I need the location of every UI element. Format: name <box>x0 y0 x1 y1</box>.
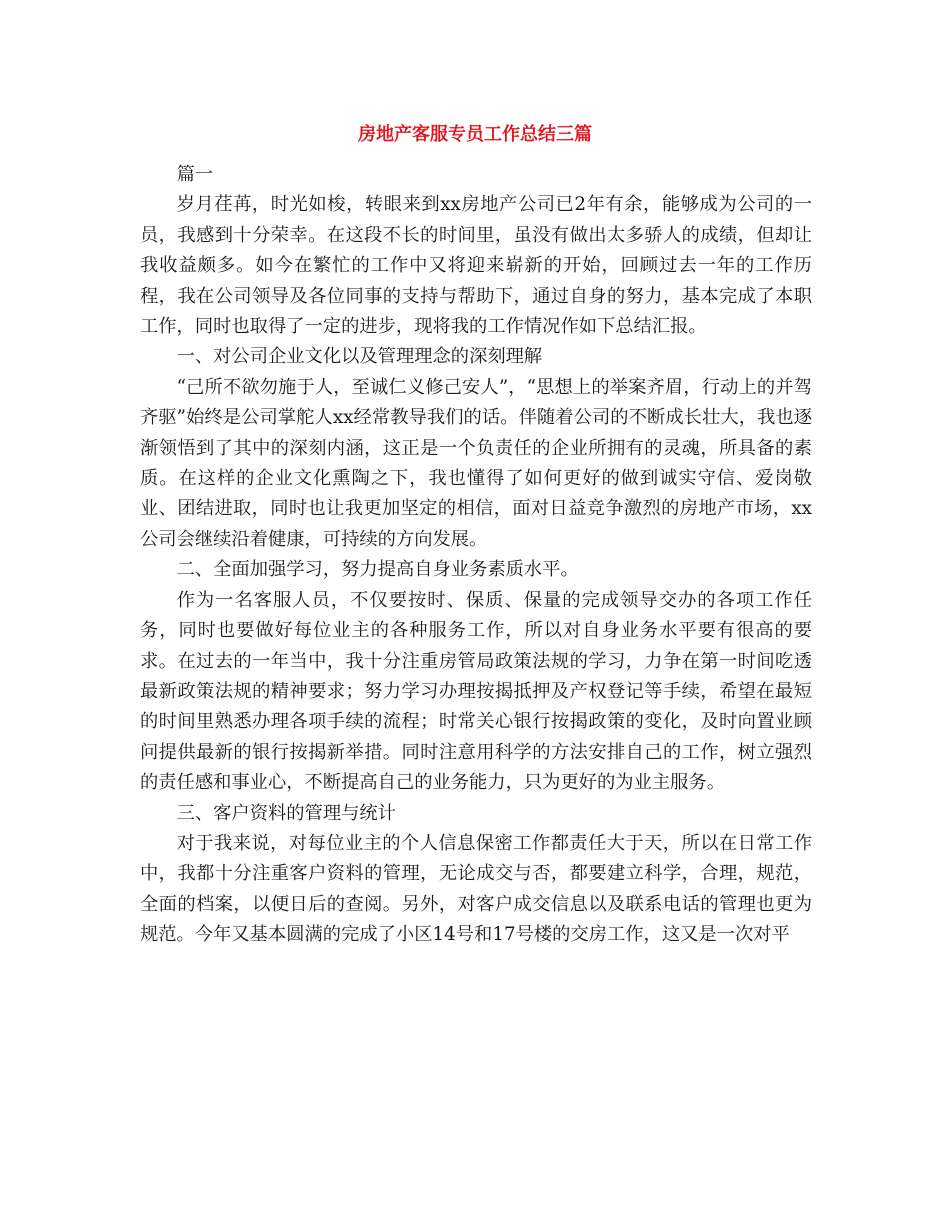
paragraph-records: 对于我来说，对每位业主的个人信息保密工作都责任大于天，所以在日常工作中，我都十分注重客户资料的管理，无论成交与否，都要建立科学，合理，规范，全面的档案，以便日后的查阅。另外，对客户成交信息以及联系电话的管理也更为规范。今年又基本圆满的完成了小区14号和17号楼的交房工作，这又是一次对平 <box>140 832 812 946</box>
paragraph-intro: 岁月荏苒，时光如梭，转眼来到xx房地产公司已2年有余，能够成为公司的一员，我感到十分荣幸。在这段不长的时间里，虽没有做出太多骄人的成绩，但却让我收益颇多。如今在繁忙的工作中又将迎来崭新的开始，回顾过去一年的工作历程，我在公司领导及各位同事的支持与帮助下，通过自身的努力，基本完成了本职工作，同时也取得了一定的进步，现将我的工作情况作如下总结汇报。 <box>140 194 812 338</box>
document-body <box>140 160 812 951</box>
paragraph-culture: “己所不欲勿施于人，至诚仁义修己安人”，“思想上的举案齐眉，行动上的并驾齐驱”始终是公司掌舵人xx经常教导我们的话。伴随着公司的不断成长壮大，我也逐渐领悟到了其中的深刻内涵，这正是一个负责任的企业所拥有的灵魂，所具备的素质。在这样的企业文化熏陶之下，我也懂得了如何更好的做到诚实守信、爱岗敬业、团结进取，同时也让我更加坚定的相信，面对日益竞争激烈的房地产市场，xx公司会继续沿着健康，可持续的方向发展。 <box>140 376 812 550</box>
section-heading-1: 一、对公司企业文化以及管理理念的深刻理解 <box>176 346 543 368</box>
part-label: 篇一 <box>176 164 214 185</box>
document-title: 房地产客服专员工作总结三篇 <box>358 124 592 145</box>
paragraph-study: 作为一名客服人员，不仅要按时、保质、保量的完成领导交办的各项工作任务，同时也要做好每位业主的各种服务工作，所以对自身业务水平要有很高的要求。在过去的一年当中，我十分注重房管局政策法规的学习，力争在第一时间吃透最新政策法规的精神要求；努力学习办理按揭抵押及产权登记等手续，希望在最短的时间里熟悉办理各项手续的流程；时常关心银行按揭政策的变化，及时向置业顾问提供最新的银行按揭新举措。同时注意用科学的方法安排自己的工作，树立强烈的责任感和事业心，不断提高自己的业务能力，只为更好的为业主服务。 <box>140 589 812 794</box>
section-heading-3: 三、客户资料的管理与统计 <box>176 802 396 824</box>
section-heading-2: 二、全面加强学习，努力提高自身业务素质水平。 <box>176 559 579 581</box>
